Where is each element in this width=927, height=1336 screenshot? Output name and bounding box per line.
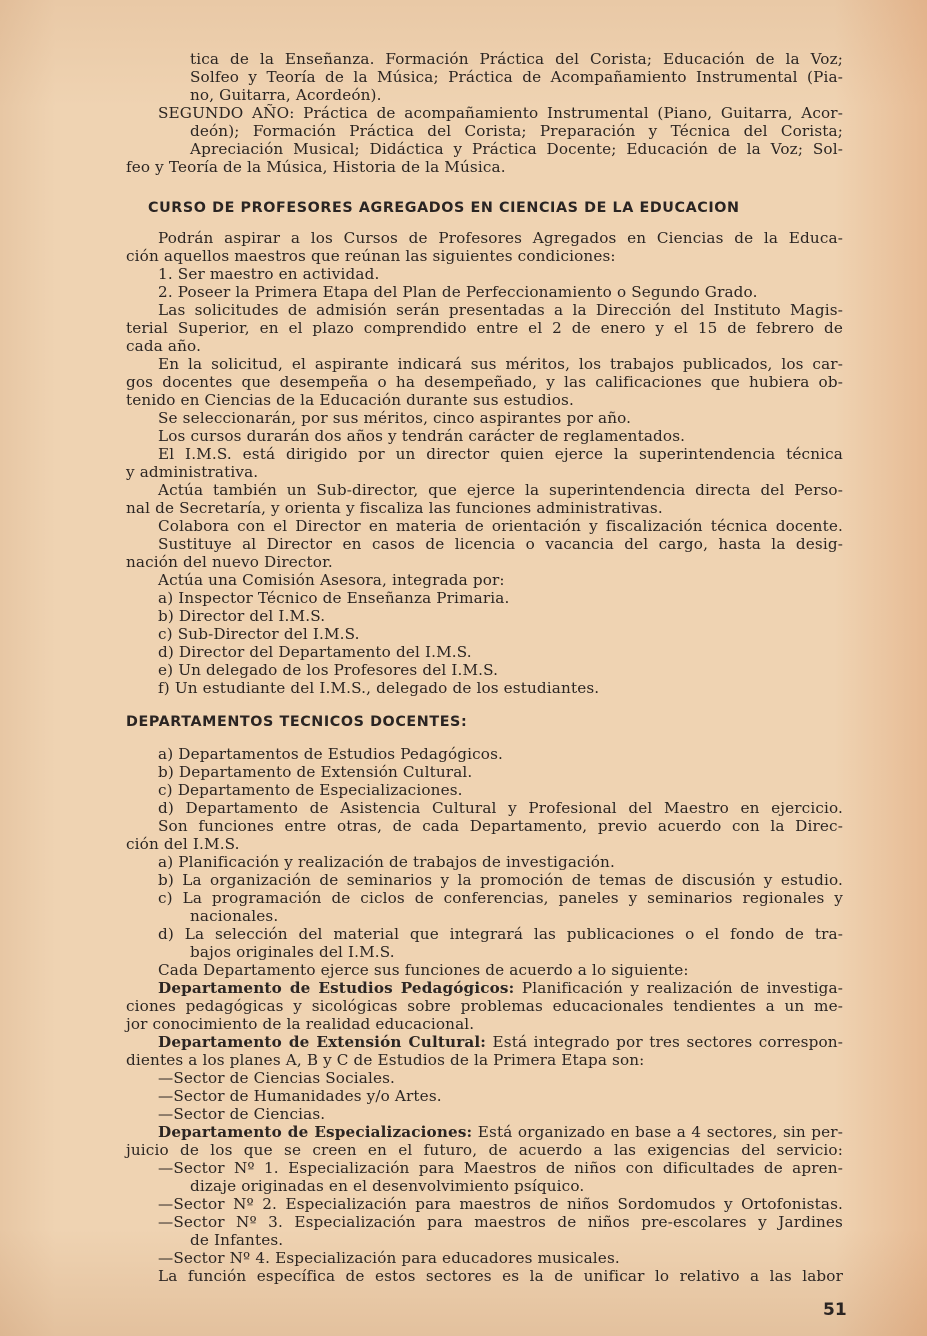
list-item: f) Un estudiante del I.M.S., delegado de los estudiantes. — [158, 679, 600, 697]
department-title: Departamento de Estudios Pedagógicos: — [158, 979, 515, 997]
list-item: b) Departamento de Extensión Cultural. — [158, 763, 473, 781]
text-line: nacionales. — [190, 907, 279, 925]
list-item: —Sector de Humanidades y/o Artes. — [158, 1087, 442, 1105]
text-line: Son funciones entre otras, de cada Departamento, previo acuerdo con la Direc- — [158, 817, 843, 835]
list-item: b) La organización de seminarios y la promoción de temas de discusión y estudio. — [158, 871, 843, 889]
list-item: —Sector Nº 1. Especialización para Maestros de niños con dificultades de apren- — [158, 1159, 843, 1177]
list-item: b) Director del I.M.S. — [158, 607, 326, 625]
text-line: SEGUNDO AÑO: Práctica de acompañamiento Instrumental (Piano, Guitarra, Acor- — [158, 104, 843, 122]
text-line: En la solicitud, el aspirante indicará sus méritos, los trabajos publicados, los car- — [158, 355, 843, 373]
list-item: 1. Ser maestro en actividad. — [158, 265, 380, 283]
page-number: 51 — [823, 1300, 847, 1320]
list-item: c) La programación de ciclos de conferencias, paneles y seminarios regionales y — [158, 889, 843, 907]
list-item: c) Sub-Director del I.M.S. — [158, 625, 360, 643]
text-line: terial Superior, en el plazo comprendido entre el 2 de enero y el 15 de febrero de — [126, 319, 843, 337]
text-line: ciones pedagógicas y sicológicas sobre problemas educacionales tendientes a un me- — [126, 997, 843, 1015]
text-line: nación del nuevo Director. — [126, 553, 333, 571]
text-line — [158, 979, 843, 997]
text-line: tenido en Ciencias de la Educación durante sus estudios. — [126, 391, 574, 409]
list-item: —Sector Nº 4. Especialización para educadores musicales. — [158, 1249, 620, 1267]
list-item: d) La selección del material que integrará las publicaciones o el fondo de tra- — [158, 925, 843, 943]
list-item: a) Departamentos de Estudios Pedagógicos. — [158, 745, 504, 763]
text-line: tica de la Enseñanza. Formación Práctica del Corista; Educación de la Voz; — [190, 50, 843, 68]
text-line: de Infantes. — [190, 1231, 284, 1249]
list-item: —Sector Nº 2. Especialización para maestros de niños Sordomudos y Ortofonistas. — [158, 1195, 843, 1213]
text-line: jor conocimiento de la realidad educacional. — [126, 1015, 475, 1033]
text-line: Las solicitudes de admisión serán presentadas a la Dirección del Instituto Magis- — [158, 301, 843, 319]
text-line: dizaje originadas en el desenvolvimiento psíquico. — [190, 1177, 585, 1195]
text-line: ción aquellos maestros que reúnan las siguientes condiciones: — [126, 247, 616, 265]
list-item: c) Departamento de Especializaciones. — [158, 781, 463, 799]
list-item: —Sector Nº 3. Especialización para maestros de niños pre-escolares y Jardines — [158, 1213, 843, 1231]
text-span: Está integrado por tres sectores correspon- — [486, 1033, 843, 1051]
text-line: Solfeo y Teoría de la Música; Práctica de Acompañamiento Instrumental (Pia- — [190, 68, 843, 86]
text-line: deón); Formación Práctica del Corista; Preparación y Técnica del Corista; — [190, 122, 843, 140]
department-title: Departamento de Extensión Cultural: — [158, 1033, 487, 1051]
list-item: d) Director del Departamento del I.M.S. — [158, 643, 472, 661]
text-line: Se seleccionarán, por sus méritos, cinco aspirantes por año. — [158, 409, 632, 427]
text-line: juicio de los que se creen en el futuro, de acuerdo a las exigencias del servicio: — [126, 1141, 843, 1159]
list-item: d) Departamento de Asistencia Cultural y Profesional del Maestro en ejercicio. — [158, 799, 843, 817]
text-line: bajos originales del I.M.S. — [190, 943, 395, 961]
section-heading: DEPARTAMENTOS TECNICOS DOCENTES: — [126, 714, 468, 730]
text-line: Podrán aspirar a los Cursos de Profesores Agregados en Ciencias de la Educa- — [158, 229, 843, 247]
list-item: a) Planificación y realización de trabajos de investigación. — [158, 853, 615, 871]
text-line: no, Guitarra, Acordeón). — [190, 86, 382, 104]
text-line: Sustituye al Director en casos de licencia o vacancia del cargo, hasta la desig- — [158, 535, 843, 553]
text-line: Los cursos durarán dos años y tendrán carácter de reglamentados. — [158, 427, 686, 445]
text-line: Colabora con el Director en materia de orientación y fiscalización técnica docente. — [158, 517, 843, 535]
text-line: gos docentes que desempeña o ha desempeñado, y las calificaciones que hubiera ob- — [126, 373, 843, 391]
text-line: Apreciación Musical; Didáctica y Práctica Docente; Educación de la Voz; Sol- — [190, 140, 843, 158]
text-line — [158, 1123, 843, 1141]
text-line: Actúa una Comisión Asesora, integrada por: — [158, 571, 505, 589]
text-line: El I.M.S. está dirigido por un director quien ejerce la superintendencia técnica — [158, 445, 843, 463]
list-item: —Sector de Ciencias Sociales. — [158, 1069, 396, 1087]
section-heading: CURSO DE PROFESORES AGREGADOS EN CIENCIAS DE LA EDUCACION — [148, 200, 740, 216]
text-line: ción del I.M.S. — [126, 835, 240, 853]
list-item: e) Un delegado de los Profesores del I.M.S. — [158, 661, 499, 679]
text-line: nal de Secretaría, y orienta y fiscaliza las funciones administrativas. — [126, 499, 663, 517]
text-line: Actúa también un Sub-director, que ejerce la superintendencia directa del Perso- — [158, 481, 843, 499]
text-line: feo y Teoría de la Música, Historia de la Música. — [126, 158, 506, 176]
text-line — [158, 1033, 843, 1051]
department-title: Departamento de Especializaciones: — [158, 1123, 473, 1141]
text-line: cada año. — [126, 337, 202, 355]
text-line: y administrativa. — [126, 463, 259, 481]
text-span: Está organizado en base a 4 sectores, sin per- — [472, 1123, 843, 1141]
list-item: —Sector de Ciencias. — [158, 1105, 326, 1123]
text-line: Cada Departamento ejerce sus funciones de acuerdo a lo siguiente: — [158, 961, 689, 979]
list-item: 2. Poseer la Primera Etapa del Plan de Perfeccionamiento o Segundo Grado. — [158, 283, 758, 301]
text-line: La función específica de estos sectores es la de unificar lo relativo a las labor — [158, 1267, 843, 1285]
text-span: Planificación y realización de investiga- — [514, 979, 843, 997]
list-item: a) Inspector Técnico de Enseñanza Primaria. — [158, 589, 510, 607]
text-line: dientes a los planes A, B y C de Estudios de la Primera Etapa son: — [126, 1051, 645, 1069]
